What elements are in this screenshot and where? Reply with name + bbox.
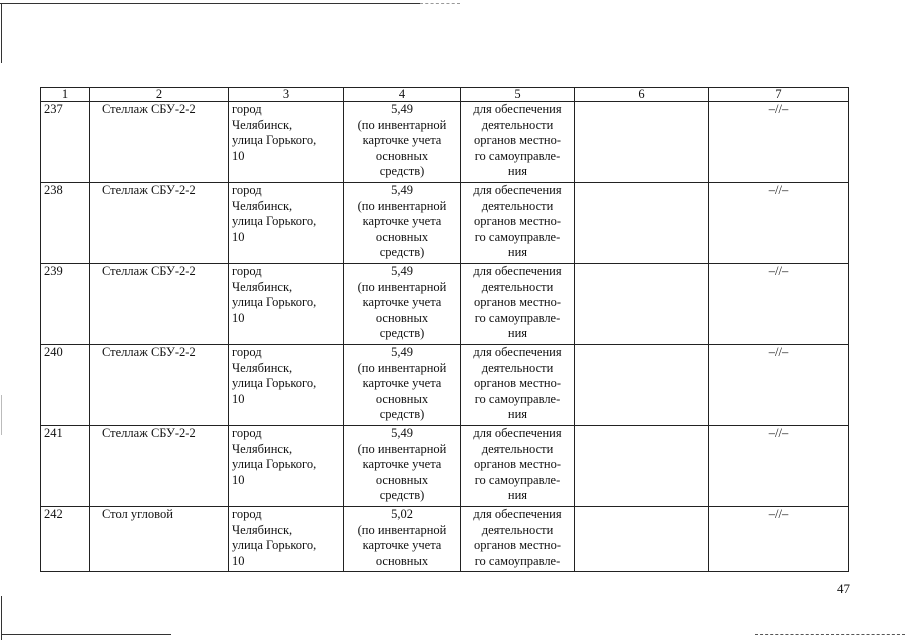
column7-cell: –//–: [709, 507, 849, 572]
column-header: 3: [229, 88, 344, 102]
value-line: (по инвентарной: [357, 360, 447, 375]
purpose-cell: [461, 345, 575, 426]
scan-edge-top: [0, 3, 420, 4]
value-line: 5,49: [391, 345, 413, 359]
location-line: Челябинск,: [232, 198, 293, 213]
value-line: 5,49: [391, 102, 413, 116]
location-line: 10: [232, 391, 245, 406]
location-line: город: [232, 507, 262, 521]
location-line: город: [232, 345, 262, 359]
purpose-line: органов местно-: [473, 457, 562, 471]
value-cell: [344, 264, 461, 345]
scan-edge-left-upper: [1, 3, 2, 63]
column6-cell: [575, 426, 709, 507]
location-line: 10: [232, 553, 245, 568]
value-line: средств): [379, 245, 425, 259]
table-row: [41, 507, 849, 572]
location-line: 10: [232, 229, 245, 244]
purpose-line: ния: [507, 326, 528, 340]
location-cell: [229, 426, 344, 507]
location-line: улица Горького,: [232, 133, 317, 147]
location-line: улица Горького,: [232, 214, 317, 228]
purpose-line: ния: [507, 164, 528, 178]
row-number-cell: 242: [41, 507, 90, 572]
column-header: 7: [709, 88, 849, 102]
value-line: карточке учета: [362, 295, 442, 309]
purpose-line: органов местно-: [473, 133, 562, 147]
location-line: улица Горького,: [232, 295, 317, 309]
value-line: (по инвентарной: [357, 198, 447, 213]
location-cell: [229, 507, 344, 572]
purpose-line: для обеспечения: [473, 102, 562, 116]
table-row: [41, 183, 849, 264]
location-line: 10: [232, 472, 245, 487]
row-number-cell: 237: [41, 102, 90, 183]
table-row: [41, 426, 849, 507]
item-name-cell: Стеллаж СБУ-2-2: [90, 264, 229, 345]
purpose-line: для обеспечения: [473, 264, 562, 278]
purpose-line: го самоуправле-: [474, 310, 561, 325]
value-cell: [344, 426, 461, 507]
table-row: [41, 345, 849, 426]
location-line: 10: [232, 310, 245, 325]
value-line: средств): [379, 407, 425, 421]
scan-edge-left-middle: [1, 395, 2, 435]
location-line: улица Горького,: [232, 376, 317, 390]
purpose-line: го самоуправле-: [474, 553, 561, 568]
property-table: [40, 87, 849, 572]
purpose-line: для обеспечения: [473, 183, 562, 197]
value-line: 5,49: [391, 426, 413, 440]
value-line: карточке учета: [362, 538, 442, 552]
item-name-cell: Стеллаж СБУ-2-2: [90, 345, 229, 426]
location-line: город: [232, 264, 262, 278]
value-line: основных: [375, 391, 429, 406]
table-row: [41, 264, 849, 345]
value-line: (по инвентарной: [357, 279, 447, 294]
scan-edge-top-dashed: [420, 3, 460, 4]
value-line: карточке учета: [362, 133, 442, 147]
purpose-line: для обеспечения: [473, 345, 562, 359]
location-cell: [229, 102, 344, 183]
column7-cell: –//–: [709, 102, 849, 183]
purpose-line: деятельности: [481, 198, 554, 213]
value-line: карточке учета: [362, 457, 442, 471]
purpose-cell: [461, 264, 575, 345]
row-number-cell: 239: [41, 264, 90, 345]
purpose-line: го самоуправле-: [474, 391, 561, 406]
purpose-line: ния: [507, 245, 528, 259]
location-line: Челябинск,: [232, 522, 293, 537]
location-line: улица Горького,: [232, 457, 317, 471]
location-line: Челябинск,: [232, 441, 293, 456]
row-number-cell: 240: [41, 345, 90, 426]
column-header: 1: [41, 88, 90, 102]
column-header: 4: [344, 88, 461, 102]
column6-cell: [575, 102, 709, 183]
location-line: Челябинск,: [232, 279, 293, 294]
value-line: (по инвентарной: [357, 522, 447, 537]
location-line: город: [232, 183, 262, 197]
item-name-cell: Стеллаж СБУ-2-2: [90, 426, 229, 507]
value-cell: [344, 183, 461, 264]
location-cell: [229, 183, 344, 264]
value-line: основных: [375, 553, 429, 568]
purpose-line: ния: [507, 488, 528, 502]
header-row: [41, 88, 849, 102]
purpose-line: органов местно-: [473, 295, 562, 309]
value-line: основных: [375, 229, 429, 244]
row-number-cell: 241: [41, 426, 90, 507]
purpose-line: го самоуправле-: [474, 148, 561, 163]
purpose-cell: [461, 426, 575, 507]
column7-cell: –//–: [709, 345, 849, 426]
purpose-line: деятельности: [481, 279, 554, 294]
table-row: [41, 102, 849, 183]
column6-cell: [575, 345, 709, 426]
purpose-line: для обеспечения: [473, 507, 562, 521]
location-line: Челябинск,: [232, 360, 293, 375]
scan-edge-bottom-right: [755, 634, 905, 635]
purpose-cell: [461, 183, 575, 264]
purpose-line: органов местно-: [473, 214, 562, 228]
value-line: основных: [375, 310, 429, 325]
column7-cell: –//–: [709, 183, 849, 264]
scan-edge-bottom-left: [1, 634, 171, 635]
column6-cell: [575, 183, 709, 264]
purpose-line: деятельности: [481, 360, 554, 375]
location-line: город: [232, 102, 262, 116]
column-header: 5: [461, 88, 575, 102]
value-line: 5,02: [391, 507, 413, 521]
value-line: средств): [379, 488, 425, 502]
purpose-line: органов местно-: [473, 538, 562, 552]
location-line: 10: [232, 148, 245, 163]
page-number: 47: [837, 581, 850, 596]
purpose-line: го самоуправле-: [474, 229, 561, 244]
value-line: 5,49: [391, 183, 413, 197]
value-line: карточке учета: [362, 376, 442, 390]
purpose-line: для обеспечения: [473, 426, 562, 440]
purpose-line: го самоуправле-: [474, 472, 561, 487]
location-line: Челябинск,: [232, 117, 293, 132]
item-name-cell: Стеллаж СБУ-2-2: [90, 183, 229, 264]
column-header: 6: [575, 88, 709, 102]
purpose-line: деятельности: [481, 441, 554, 456]
column7-cell: –//–: [709, 426, 849, 507]
value-line: средств): [379, 164, 425, 178]
column6-cell: [575, 264, 709, 345]
value-line: основных: [375, 472, 429, 487]
purpose-line: деятельности: [481, 522, 554, 537]
value-cell: [344, 345, 461, 426]
purpose-line: деятельности: [481, 117, 554, 132]
value-cell: [344, 507, 461, 572]
column-header: 2: [90, 88, 229, 102]
purpose-cell: [461, 102, 575, 183]
column6-cell: [575, 507, 709, 572]
value-line: карточке учета: [362, 214, 442, 228]
value-line: средств): [379, 326, 425, 340]
value-line: (по инвентарной: [357, 117, 447, 132]
purpose-cell: [461, 507, 575, 572]
purpose-line: ния: [507, 407, 528, 421]
location-cell: [229, 345, 344, 426]
item-name-cell: Стеллаж СБУ-2-2: [90, 102, 229, 183]
value-line: 5,49: [391, 264, 413, 278]
row-number-cell: 238: [41, 183, 90, 264]
value-line: (по инвентарной: [357, 441, 447, 456]
location-line: город: [232, 426, 262, 440]
purpose-line: органов местно-: [473, 376, 562, 390]
value-cell: [344, 102, 461, 183]
location-cell: [229, 264, 344, 345]
column7-cell: –//–: [709, 264, 849, 345]
location-line: улица Горького,: [232, 538, 317, 552]
value-line: основных: [375, 148, 429, 163]
item-name-cell: Стол угловой: [90, 507, 229, 572]
